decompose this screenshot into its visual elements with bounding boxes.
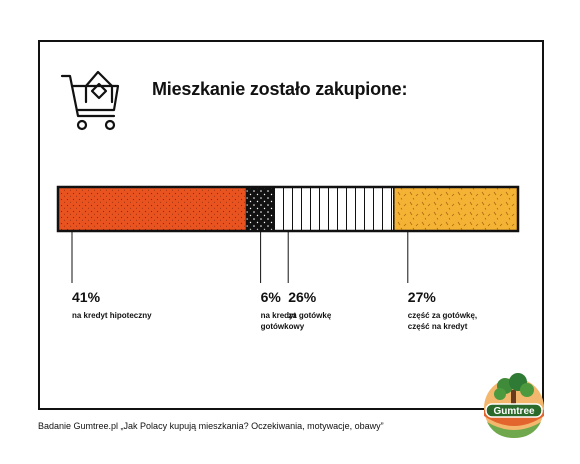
segment-4-value-label: 27% (407, 289, 436, 305)
source-footer: Badanie Gumtree.pl „Jak Polacy kupują mieszkania? Oczekiwania, motywacje, obawy” (38, 421, 384, 431)
gumtree-logo (483, 372, 545, 440)
segment-2-category-label: gotówkowy (260, 322, 305, 331)
segment-4-category-label: część na kredyt (407, 322, 468, 331)
chart-title: Mieszkanie zostało zakupione: (152, 79, 408, 99)
segment-4-category-label: część za gotówkę, (407, 311, 478, 320)
segment-3-texture (274, 187, 394, 231)
segment-4-texture (394, 187, 518, 231)
segment-2-texture (247, 187, 275, 231)
segment-3-value-label: 26% (288, 289, 317, 305)
segment-1-value-label: 41% (72, 289, 101, 305)
segment-1-category-label: na kredyt hipoteczny (72, 311, 152, 320)
segment-2-value-label: 6% (260, 289, 281, 305)
segment-2-category-label: na kredyt (260, 311, 297, 320)
logo-text: Gumtree (493, 406, 535, 417)
segment-1-texture (58, 187, 247, 231)
segment-3-category-label: za gotówkę (288, 311, 332, 320)
